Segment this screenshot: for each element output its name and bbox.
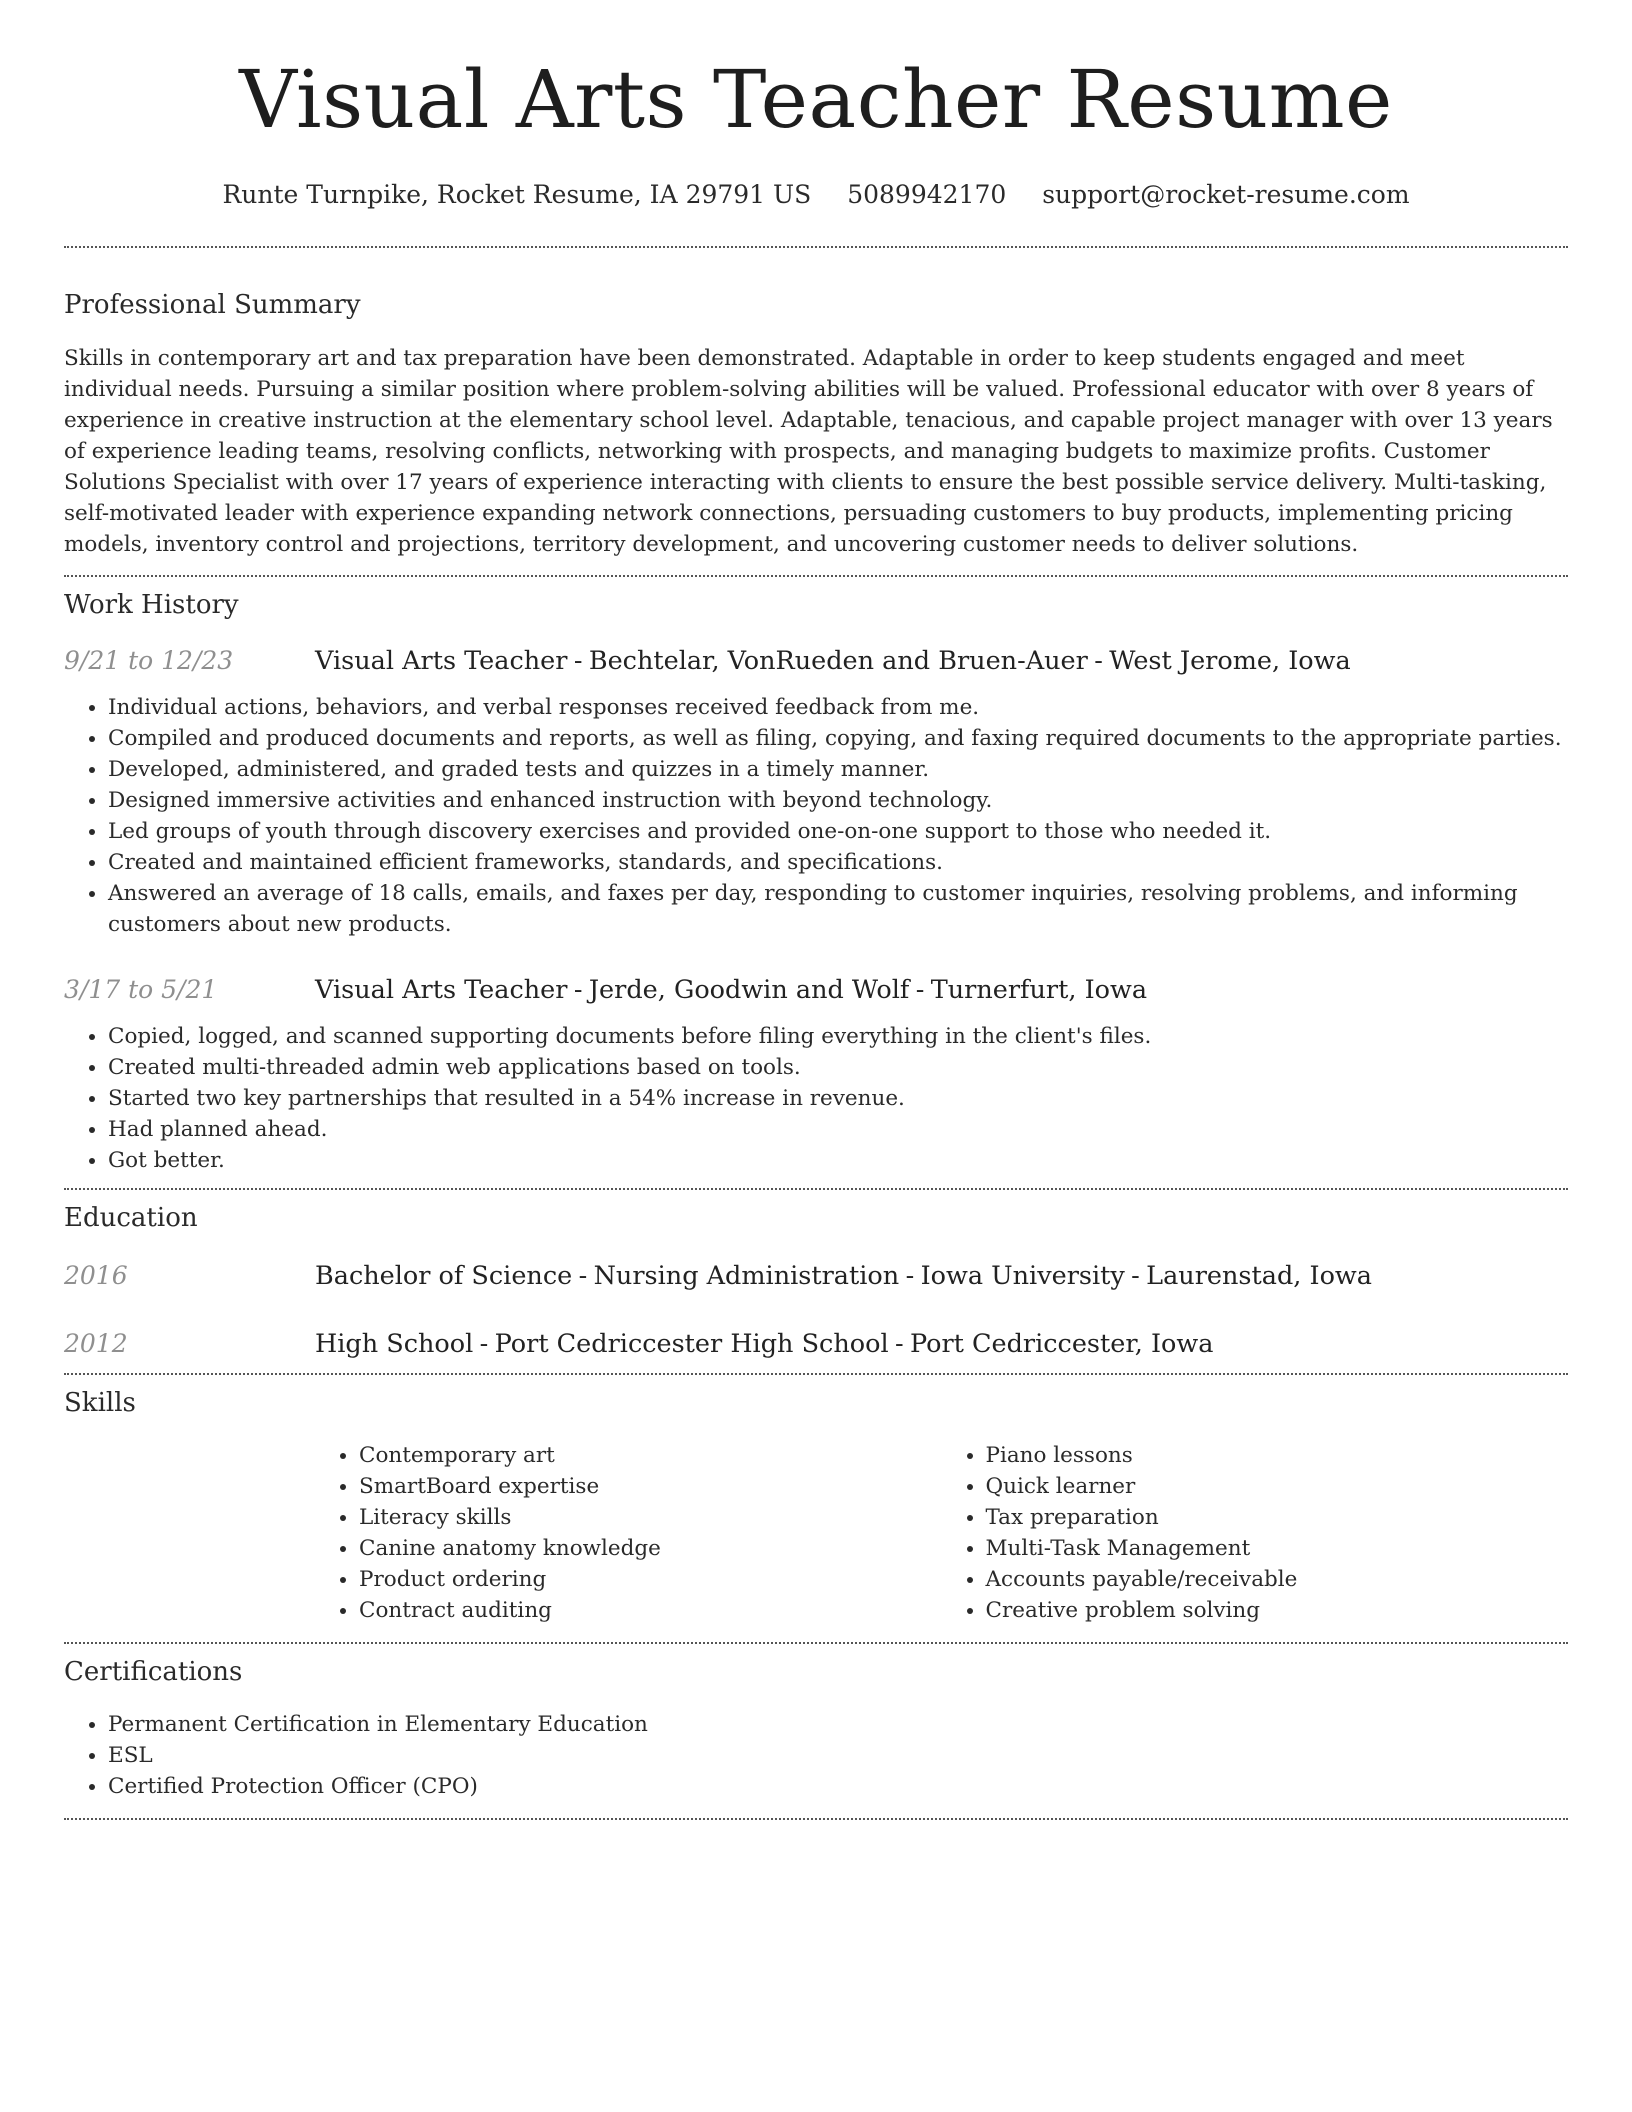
- list-item: • Created multi-threaded admin web applications based on tools.: [108, 1052, 1568, 1083]
- education-heading: Bachelor of Science - Nursing Administration - Iowa University - Laurenstad, Iowa: [315, 1261, 1372, 1291]
- job-heading: Visual Arts Teacher - Bechtelar, VonRueden and Bruen-Auer - West Jerome, Iowa: [315, 646, 1351, 676]
- list-item: • Got better.: [108, 1145, 1568, 1176]
- section-heading-skills: Skills: [64, 1388, 136, 1418]
- school-location: Laurenstad, Iowa: [1146, 1261, 1372, 1291]
- list-item: • Compiled and produced documents and reports, as well as filing, copying, and faxing required documents to the appropriate parties.: [108, 723, 1568, 754]
- job-bullets: [64, 1021, 1568, 1176]
- contact-line: [64, 178, 1568, 212]
- contact-email: support@rocket-resume.com: [1042, 180, 1410, 209]
- job-location: Turnerfurt, Iowa: [930, 975, 1148, 1005]
- job-dates: 9/21 to 12/23: [64, 646, 234, 675]
- job-location: West Jerome, Iowa: [1109, 646, 1351, 676]
- certifications-section: [64, 1644, 1568, 1818]
- education-heading: High School - Port Cedriccester High School - Port Cedriccester, Iowa: [315, 1329, 1214, 1359]
- job-entry: [64, 973, 1568, 1176]
- job-entry: [64, 644, 1568, 940]
- skill-item: • SmartBoard expertise: [359, 1471, 942, 1502]
- list-item: • Started two key partnerships that resulted in a 54% increase in revenue.: [108, 1083, 1568, 1114]
- skill-item: • Literacy skills: [359, 1502, 942, 1533]
- divider: [64, 1818, 1568, 1820]
- skill-item: • Contemporary art: [359, 1440, 942, 1471]
- certification-item: • Permanent Certification in Elementary Education: [108, 1709, 1568, 1740]
- list-item: • Answered an average of 18 calls, emails, and faxes per day, responding to customer inquiries, resolving problems, and informing customers about new products.: [108, 878, 1568, 940]
- job-employer: Jerde, Goodwin and Wolf: [588, 975, 910, 1005]
- field-of-study: Nursing Administration: [593, 1261, 900, 1291]
- education-year: 2016: [64, 1261, 128, 1290]
- skill-item: • Creative problem solving: [986, 1595, 1569, 1626]
- list-item: • Developed, administered, and graded tests and quizzes in a timely manner.: [108, 754, 1568, 785]
- job-heading: Visual Arts Teacher - Jerde, Goodwin and Wolf - Turnerfurt, Iowa: [315, 975, 1148, 1005]
- skill-item: • Canine anatomy knowledge: [359, 1533, 942, 1564]
- education-section: [64, 1190, 1568, 1373]
- skill-item: • Multi-Task Management: [986, 1533, 1569, 1564]
- professional-summary-section: [64, 248, 1568, 575]
- skills-list-left: [315, 1440, 942, 1626]
- skill-item: • Accounts payable/receivable: [986, 1564, 1569, 1595]
- degree: Bachelor of Science: [315, 1261, 573, 1291]
- list-item: • Had planned ahead.: [108, 1114, 1568, 1145]
- skill-item: • Product ordering: [359, 1564, 942, 1595]
- job-title: Visual Arts Teacher: [315, 646, 568, 676]
- school-name: Iowa University: [920, 1261, 1125, 1291]
- school-location: Port Cedriccester, Iowa: [909, 1329, 1214, 1359]
- school-name: Port Cedriccester High School: [494, 1329, 889, 1359]
- job-dates: 3/17 to 5/21: [64, 975, 218, 1004]
- summary-text: Skills in contemporary art and tax preparation have been demonstrated. Adaptable in order to keep students engaged and meet individual needs. Pursuing a similar position where problem-solving abilities will be valued. Professional educator with over 8 years of experience in creative instruction at the elementary school level. Adaptable, tenacious, and capable project manager with over 13 years of experience leading teams, resolving conflicts, networking with prospects, and managing budgets to maximize profits. Customer Solutions Specialist with over 17 years of experience interacting with clients to ensure the best possible service delivery. Multi-tasking, self-motivated leader with experience expanding network connections, persuading customers to buy products, implementing pricing models, inventory control and projections, territory development, and uncovering customer needs to deliver solutions.: [64, 346, 1553, 557]
- skill-item: • Tax preparation: [986, 1502, 1569, 1533]
- list-item: • Copied, logged, and scanned supporting documents before filing everything in the client's files.: [108, 1021, 1568, 1052]
- resume-title: Visual Arts Teacher Resume: [239, 53, 1393, 146]
- section-heading-certifications: Certifications: [64, 1657, 243, 1687]
- section-heading-work: Work History: [64, 590, 239, 620]
- certifications-list: [64, 1709, 1568, 1802]
- education-year: 2012: [64, 1329, 128, 1358]
- skill-item: • Piano lessons: [986, 1440, 1569, 1471]
- list-item: • Individual actions, behaviors, and verbal responses received feedback from me.: [108, 692, 1568, 723]
- job-employer: Bechtelar, VonRueden and Bruen-Auer: [588, 646, 1088, 676]
- contact-phone: 5089942170: [847, 180, 1007, 209]
- skills-list-right: [942, 1440, 1569, 1626]
- skill-item: • Contract auditing: [359, 1595, 942, 1626]
- job-bullets: [64, 692, 1568, 940]
- list-item: • Led groups of youth through discovery exercises and provided one-on-one support to those who needed it.: [108, 816, 1568, 847]
- job-title: Visual Arts Teacher: [315, 975, 568, 1005]
- work-history-section: [64, 577, 1568, 1188]
- contact-address: Runte Turnpike, Rocket Resume, IA 29791 US: [222, 180, 812, 209]
- skill-item: • Quick learner: [986, 1471, 1569, 1502]
- skills-grid: [315, 1440, 1568, 1626]
- certification-item: • ESL: [108, 1740, 1568, 1771]
- list-item: • Designed immersive activities and enhanced instruction with beyond technology.: [108, 785, 1568, 816]
- section-heading-summary: Professional Summary: [64, 290, 361, 320]
- skills-section: [64, 1375, 1568, 1642]
- degree: High School: [315, 1329, 474, 1359]
- education-entry: [64, 1259, 1568, 1293]
- education-entry: [64, 1327, 1568, 1361]
- certification-item: • Certified Protection Officer (CPO): [108, 1771, 1568, 1802]
- section-heading-education: Education: [64, 1203, 198, 1233]
- list-item: • Created and maintained efficient frameworks, standards, and specifications.: [108, 847, 1568, 878]
